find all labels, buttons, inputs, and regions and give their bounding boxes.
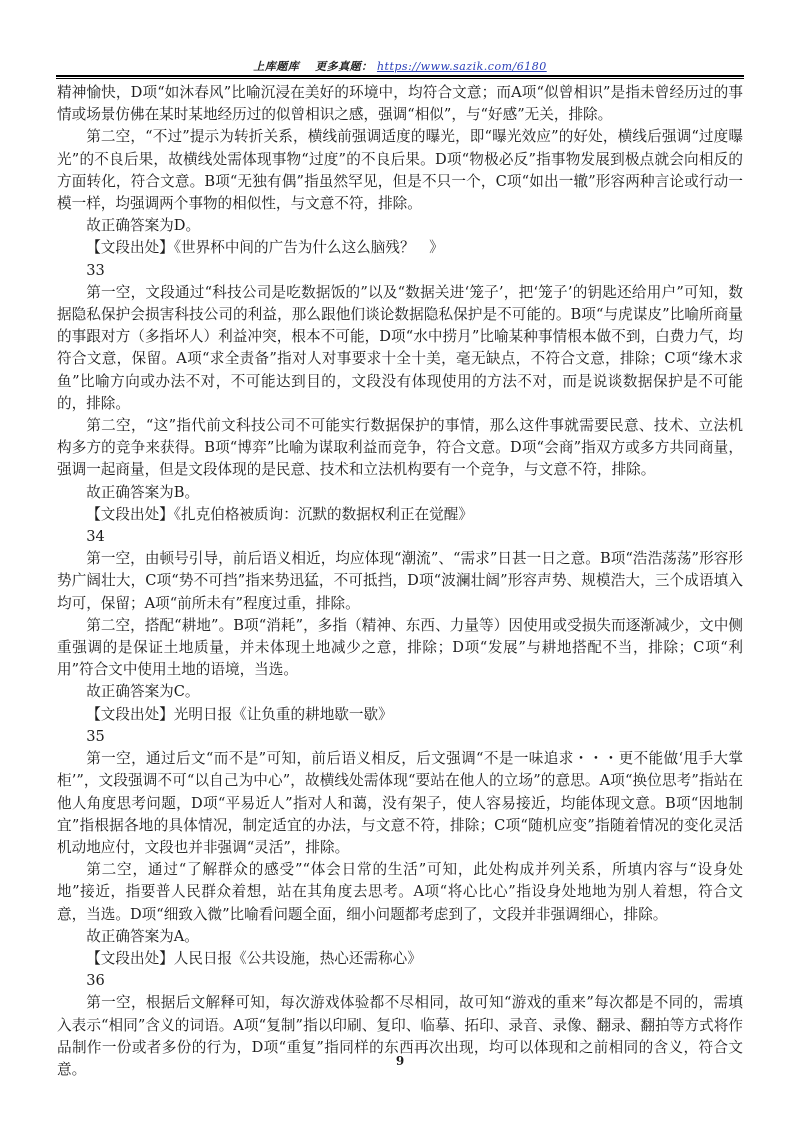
page-header [0,58,800,74]
source-line: 【文段出处】《扎克伯格被质询：沉默的数据权利正在觉醒》 [86,505,473,523]
paragraph: 第二空，“不过”提示为转折关系，横线前强调适度的曝光，即“曝光效应”的好处，横线后强调“过度曝光”的不良后果，故横线处需体现事物“过度”的不良后果。D项“物极必反”指事物发展到极点就会向相反的方面转化，符合文意。B项“无独有偶”指虽然罕见，但是不只一个，C项“如出一辙”形容两种言论或行动一模一样，均强调两个事物的相似性，与文意不符，排除。 [57,128,743,213]
header-link[interactable]: https://www.sazik.com/6180 [376,60,547,73]
header-rule [56,75,744,77]
paragraph: 精神愉快，D项“如沐春风”比喻沉浸在美好的环境中，均符合文意；而A项“似曾相识”是指未曾经历过的事情或场景仿佛在某时某地经历过的似曾相识之感，强调“相似”，与“好感”无关，排除。 [57,84,743,124]
question-number: 34 [86,528,105,546]
header-more-label: 更多真题： [315,60,373,73]
source-line: 【文段出处】光明日报《让负重的耕地歇一歇》 [86,705,393,723]
answer-line: 故正确答案为D。 [86,217,201,235]
page-number: 9 [395,1054,405,1068]
source-line: 【文段出处】《世界杯中间的广告为什么这么脑残？ 》 [86,239,444,257]
paragraph: 第一空，文段通过“科技公司是吃数据饭的”以及“数据关进‘笼子’，把‘笼子’的钥匙还给用户”可知，数据隐私保护会损害科技公司的利益，那么跟他们谈论数据隐私保护是不可能的。B项“与虎谋皮”比喻所商量的事跟对方（多指坏人）利益冲突，根本不可能，D项“水中捞月”比喻某种事情根本做不到，白费力气，均符合文意，保留。A项“求全责备”指对人对事要求十全十美，毫无缺点，不符合文意，排除；C项“缘木求鱼”比喻方向或办法不对，不可能达到目的，文段没有体现使用的方法不对，而是说谈数据保护是不可能的，排除。 [57,283,743,412]
answer-line: 故正确答案为B。 [86,483,200,501]
header-site-name: 上库题库 [253,60,300,73]
question-number: 36 [86,972,105,990]
paragraph: 第一空，通过后文“而不是”可知，前后语义相反，后文强调“不是一味追求・・・更不能做‘甩手大掌柜’”，文段强调不可“以自己为中心”，故横线处需体现“要站在他人的立场”的意思。A项“换位思考”指站在他人角度思考问题，D项“平易近人”指对人和蔼，没有架子，使人容易接近，均能体现文意。B项“因地制宜”指根据各地的具体情况，制定适宜的办法，与文意不符，排除；C项“随机应变”指随着情况的变化灵活机动地应付，文段也并非强调“灵活”，排除。 [57,750,743,856]
paragraph: 第二空，搭配“耕地”。B项“消耗”，多指（精神、东西、力量等）因使用或受损失而逐渐减少，文中侧重强调的是保证土地质量，并未体现土地减少之意，排除；D项“发展”与耕地搭配不当，排除；C项“利用”符合文中使用土地的语境，当选。 [57,616,743,679]
header-rule-thin [56,78,744,79]
paragraph: 第二空，“这”指代前文科技公司不可能实行数据保护的事情，那么这件事就需要民意、技术、立法机构多方的竞争来获得。B项“博弈”比喻为谋取利益而竞争，符合文意。D项“会商”指双方或多方共同商量，强调一起商量，但是文段体现的是民意、技术和立法机构要有一个竞争，与文意不符，排除。 [57,417,743,479]
paragraph: 第一空，由顿号引导，前后语义相近，均应体现“潮流”、“需求”日甚一日之意。B项“浩浩荡荡”形容形势广阔壮大，C项“势不可挡”指来势迅猛，不可抵挡，D项“波澜壮阔”形容声势、规模浩大，三个成语填入均可，保留；A项“前所未有”程度过重，排除。 [57,550,743,612]
document-body [57,82,743,1081]
question-number: 35 [86,727,105,745]
question-number: 33 [86,261,105,279]
source-line: 【文段出处】人民日报《公共设施，热心还需称心》 [86,949,422,967]
answer-line: 故正确答案为A。 [86,927,199,945]
paragraph: 第二空，通过“了解群众的感受”“体会日常的生活”可知，此处构成并列关系，所填内容与“设身处地”接近，指要普人民群众着想，站在其角度去思考。A项“将心比心”指设身处地地为别人着想，符合文意，当选。D项“细致入微”比喻看问题全面，细小问题都考虑到了，文段并非强调细心，排除。 [57,861,743,923]
answer-line: 故正确答案为C。 [86,683,200,701]
paragraph: 第一空，根据后文解释可知，每次游戏体验都不尽相同，故可知“游戏的重来”每次都是不同的，需填入表示“相同”含义的词语。A项“复制”指以印刷、复印、临摹、拓印、录音、录像、翻录、翻拍等方式将作品制作一份或者多份的行为，D项“重复”指同样的东西再次出现，均可以体现和之前相同的含义，符合文意。 [57,994,743,1078]
